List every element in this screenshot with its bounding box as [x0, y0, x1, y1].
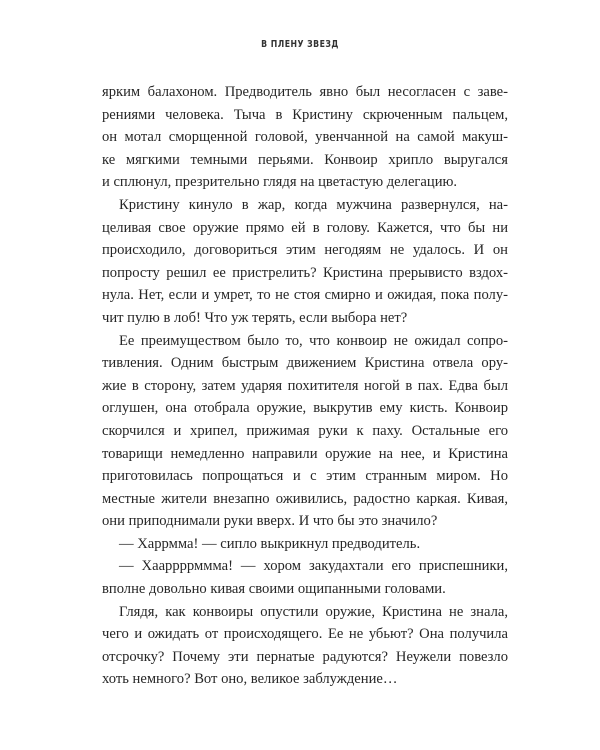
text-line: происходило, договориться этим негодяям не удалось. И он: [102, 242, 508, 259]
paragraph: [102, 555, 508, 600]
text-line: вполне довольно кивая своими ощипанными головами.: [102, 581, 446, 598]
text-line: отсрочку? Почему эти пернатые радуются? Неужели повезло: [102, 648, 508, 665]
text-line: оглушен, она отобрала оружие, выкрутив ему кисть. Конвоир: [102, 400, 508, 417]
paragraph: [102, 330, 508, 533]
text-line: Глядя, как конвоиры опустили оружие, Кристина не знала,: [119, 603, 508, 620]
text-line: жие в сторону, затем ударяя похитителя ногой в пах. Едва был: [102, 377, 508, 394]
text-line: хоть немного? Вот оно, великое заблуждение…: [102, 671, 398, 688]
text-line: и сплюнул, презрительно глядя на цветастую делегацию.: [102, 174, 458, 191]
paragraph: [102, 533, 508, 556]
text-line: местные жители внезапно оживились, радостно каркая. Кивая,: [102, 490, 508, 507]
text-line: — Хааррррммма! — хором закудахтали его приспешники,: [119, 558, 508, 575]
text-line: нула. Нет, если и умрет, то не стоя смирно и ожидая, пока полу-: [102, 287, 508, 304]
text-line: Ее преимуществом было то, что конвоир не ожидал сопро-: [119, 332, 508, 349]
text-line: попросту решил ее пристрелить? Кристина прерывисто вздох-: [102, 264, 508, 281]
text-line: рениями человека. Тыча в Кристину скрюченным пальцем,: [102, 106, 508, 123]
text-line: Кристину кинуло в жар, когда мужчина развернулся, на-: [119, 196, 508, 213]
text-line: они приподнимали руки вверх. И что бы это значило?: [102, 513, 438, 530]
paragraph: [102, 81, 508, 194]
text-line: ярким балахоном. Предводитель явно был несогласен с заве-: [102, 84, 508, 100]
paragraph: [102, 601, 508, 691]
text-line: приготовилась попрощаться и с этим странным миром. Но: [102, 468, 508, 485]
running-head: В ПЛЕНУ ЗВЕЗД: [261, 39, 339, 50]
text-line: чего и ожидать от происходящего. Ее не убьют? Она получила: [102, 626, 508, 643]
text-line: чит пулю в лоб! Что уж терять, если выбора нет?: [102, 309, 408, 326]
paragraph: [102, 194, 508, 330]
text-line: скорчился и хрипел, прижимая руки к паху. Остальные его: [102, 422, 508, 439]
text-line: товарищи немедленно направили оружие на нее, и Кристина: [102, 445, 508, 462]
text-line: он мотал сморщенной головой, увенчанной на самой макуш-: [102, 129, 508, 146]
text-line: целивая свое оружие прямо ей в голову. Кажется, что бы ни: [102, 219, 508, 236]
text-line: ке мягкими темными перьями. Конвоир хрипло выругался: [102, 151, 508, 168]
text-line: — Харрмма! — сипло выкрикнул предводитель.: [119, 535, 421, 552]
body-text: [102, 81, 508, 691]
text-line: тивления. Одним быстрым движением Кристина отвела ору-: [102, 355, 508, 372]
